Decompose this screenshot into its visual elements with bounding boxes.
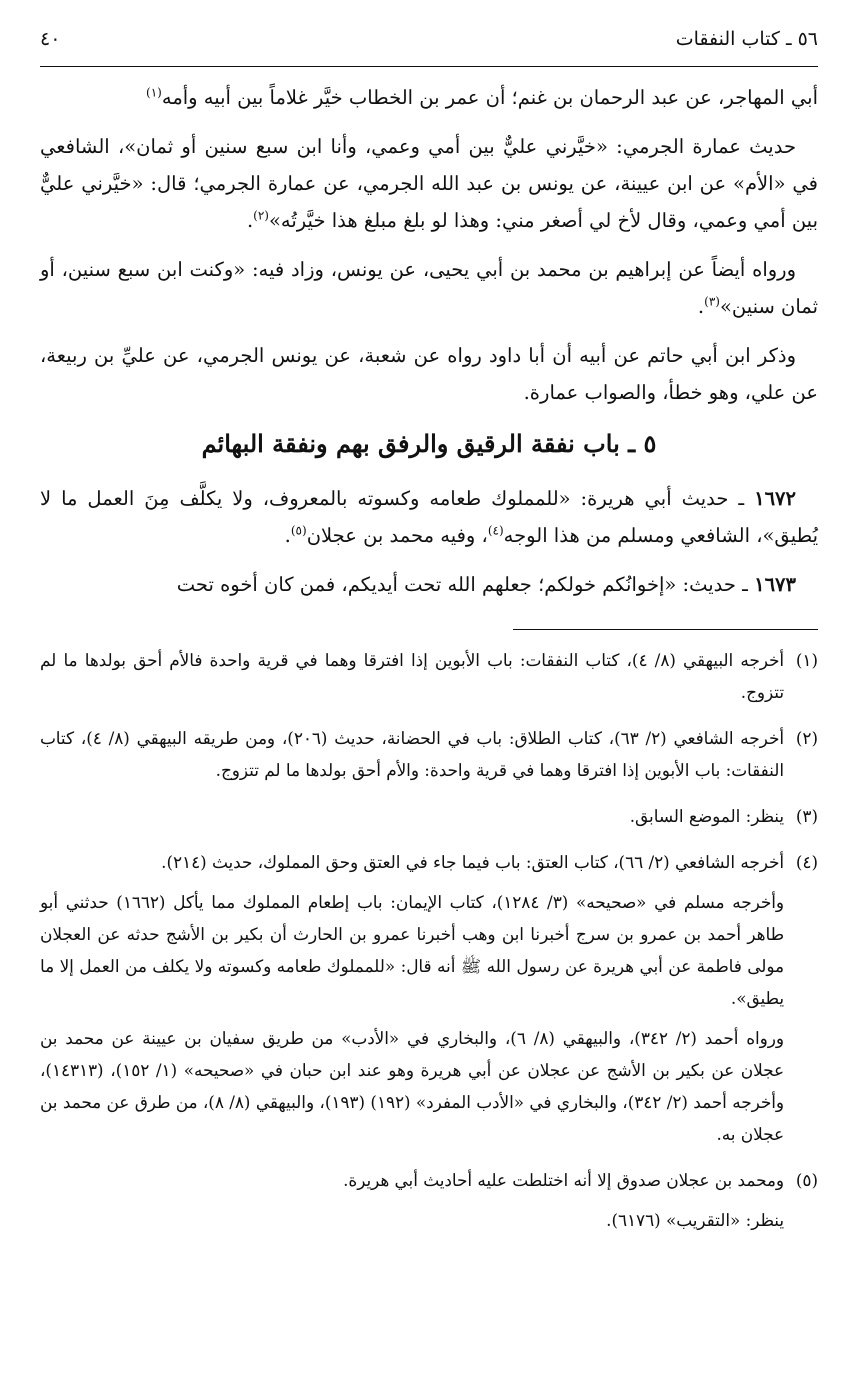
footnote-marker: (٥) <box>290 523 307 538</box>
footnote-text: وأخرجه مسلم في «صحيحه» (٣/ ١٢٨٤)، كتاب الإيمان: باب إطعام المملوك مما يأكل (١٦٦٢) حدثني أبو طاهر أحمد بن عمرو بن سرج أخبرنا ابن وهب أخبرنا عمرو بن الحارث أن بكير بن الأشج حدثه عن العجلان مولى فاطمة عن أبي هريرة عن رسول الله ﷺ أنه قال: «للمملوك طعامه وكسوته ولا يكلف من العمل إلا ما يطيق». <box>40 892 784 1008</box>
footnote-number: (٢) <box>795 728 818 748</box>
hadith-number: ١٦٧٢ <box>754 487 796 510</box>
running-title: ٥٦ ـ كتاب النفقات <box>675 28 818 50</box>
main-text <box>40 79 818 603</box>
footnote-text: ينظر: «التقريب» (٦١٧٦). <box>606 1210 784 1230</box>
book-page <box>40 28 818 1250</box>
hadith-number: ١٦٧٣ <box>754 573 796 596</box>
footnote <box>40 846 818 1158</box>
paragraph: حديث عمارة الجرمي: «خيَّرني عليٌّ بين أمي وعمي، وأنا ابن سبع سنين أو ثمان»، الشافعي في «الأم» عن ابن عيينة، عن يونس بن عبد الله الجرمي، عن عمارة الجرمي؛ قال: «خيَّرني عليٌّ بين أمي وعمي، وقال لأخ لي أصغر مني: وهذا لو بلغ مبلغ هذا خيَّرتُه»$^{(٢)}$. <box>40 135 818 232</box>
footnotes <box>40 644 818 1244</box>
footnote-number: (٥) <box>795 1170 818 1190</box>
footnote-number: (٤) <box>795 852 818 872</box>
footnote <box>40 800 818 840</box>
hadith-entry: ١٦٧٢ ـ حديث أبي هريرة: «للمملوك طعامه وكسوته بالمعروف، ولا يكلَّف مِنَ العمل ما لا يُطيق»، الشافعي ومسلم من هذا الوجه$^{(٤)}$، وفيه محمد بن عجلان$^{(٥)}$. <box>40 487 818 547</box>
footnote-separator <box>513 629 818 630</box>
footnote <box>40 1164 818 1244</box>
header-rule <box>40 66 818 67</box>
page-number: ٤٠ <box>40 28 61 50</box>
footnote-text: أخرجه الشافعي (٢/ ٦٦)، كتاب العتق: باب فيما جاء في العتق وحق المملوك، حديث (٢١٤). <box>161 852 784 872</box>
footnote-text: أخرجه البيهقي (٨/ ٤)، كتاب النفقات: باب الأبوين إذا افترقا وهما في قرية واحدة فالأم أحق بولدها ما لم تتزوج. <box>40 650 784 702</box>
footnote-marker: (٣) <box>704 294 720 309</box>
chapter-heading: ٥ ـ باب نفقة الرقيق والرفق بهم ونفقة البهائم <box>201 429 657 458</box>
footnote-text: ومحمد بن عجلان صدوق إلا أنه اختلطت عليه أحاديث أبي هريرة. <box>343 1170 784 1190</box>
paragraph: وذكر ابن أبي حاتم عن أبيه أن أبا داود رواه عن شعبة، عن يونس الجرمي، عن عليِّ بن ربيعة، عن علي، وهو خطأ، والصواب عمارة. <box>40 344 818 404</box>
footnote-marker: (٤) <box>487 523 504 538</box>
paragraph: أبي المهاجر، عن عبد الرحمان بن غنم؛ أن عمر بن الخطاب خيَّر غلاماً بين أبيه وأمه$^{(١)}$ <box>146 85 818 109</box>
footnote-number: (٣) <box>795 806 818 826</box>
paragraph: ورواه أيضاً عن إبراهيم بن محمد بن أبي يحيى، عن يونس، وزاد فيه: «وكنت ابن سبع سنين، أو ثمان سنين»$^{(٣)}$. <box>40 258 818 318</box>
footnote <box>40 722 818 794</box>
footnote-marker: (١) <box>146 85 162 100</box>
hadith-entry: ١٦٧٣ ـ حديث: «إخوانُكم خولكم؛ جعلهم الله تحت أيديكم، فمن كان أخوه تحت <box>176 573 796 596</box>
footnote-text: ينظر: الموضع السابق. <box>629 806 784 826</box>
footnote-text: أخرجه الشافعي (٢/ ٦٣)، كتاب الطلاق: باب في الحضانة، حديث (٢٠٦)، ومن طريقه البيهقي (٨/ ٤)، كتاب النفقات: باب الأبوين إذا افترقا وهما في قرية واحدة: والأم أحق بولدها ما لم تتزوج. <box>40 728 784 780</box>
running-header <box>40 28 818 64</box>
footnote-text: ورواه أحمد (٢/ ٣٤٢)، والبيهقي (٨/ ٦)، والبخاري في «الأدب» من طريق سفيان بن عيينة عن محمد بن عجلان عن بكير بن الأشج عن عجلان عن أبي هريرة وهو عند ابن حبان في «صحيحه» (١/ ١٥٢)، (١٤٣١٣)، وأخرجه أحمد (٢/ ٣٤٢)، والبخاري في «الأدب المفرد» (١٩٢) (١٩٣)، والبيهقي (٨/ ٨)، من طرق عن محمد بن عجلان به. <box>40 1028 784 1144</box>
footnote-number: (١) <box>795 650 818 670</box>
footnote <box>40 644 818 716</box>
footnote-marker: (٢) <box>253 208 269 223</box>
